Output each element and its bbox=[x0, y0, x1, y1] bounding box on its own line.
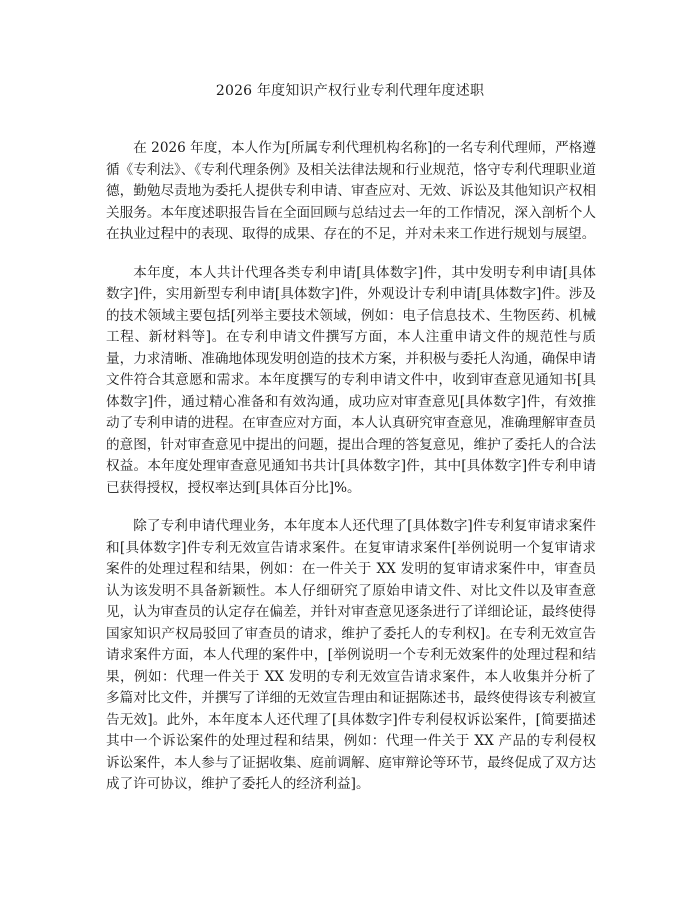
paragraph-other-cases: 除了专利申请代理业务，本年度本人还代理了[具体数字]件专利复审请求案件和[具体数字]件专利无效宣告请求案件。在复审请求案件[举例说明一个复审请求案件的处理过程和结果，例如：在一件关于 XX 发明的复审请求案件中，审查员认为该发明不具备新颖性。本人仔细研究了原始申请文件、对比文件以及审查意见，认为审查员的认定存在偏差，并针对审查意见逐条进行了详细论证，最终使得国家知识产权局驳回了审查员的请求，维护了委托人的专利权]。在专利无效宣告请求案件方面，本人代理的案件中，[举例说明一个专利无效案件的处理过程和结果，例如：代理一件关于 XX 发明的专利无效宣告请求案件，本人收集并分析了多篇对比文件，并撰写了详细的无效宣告理由和证据陈述书，最终使得该专利被宣告无效]。此外，本年度本人还代理了[具体数字]件专利侵权诉讼案件，[简要描述其中一个诉讼案件的处理过程和结果，例如：代理一件关于 XX 产品的专利侵权诉讼案件，本人参与了证据收集、庭前调解、庭审辩论等环节，最终促成了双方达成了许可协议，维护了委托人的经济利益]。 bbox=[106, 518, 596, 792]
document-body bbox=[106, 138, 596, 813]
paragraph-intro: 在 2026 年度，本人作为[所属专利代理机构名称]的一名专利代理师，严格遵循《专利法》、《专利代理条例》及相关法律法规和行业规范，恪守专利代理职业道德，勤勉尽责地为委托人提供专利申请、审查应对、无效、诉讼及其他知识产权相关服务。本年度述职报告旨在全面回顾与总结过去一年的工作情况，深入剖析个人在执业过程中的表现、取得的成果、存在的不足，并对未来工作进行规划与展望。 bbox=[106, 140, 596, 242]
paragraph-patent-applications: 本年度，本人共计代理各类专利申请[具体数字]件，其中发明专利申请[具体数字]件，实用新型专利申请[具体数字]件，外观设计专利申请[具体数字]件。涉及的技术领域主要包括[列举主要技术领域，例如：电子信息技术、生物医药、机械工程、新材料等]。在专利申请文件撰写方面，本人注重申请文件的规范性与质量，力求清晰、准确地体现发明创造的技术方案，并积极与委托人沟通，确保申请文件符合其意愿和需求。本年度撰写的专利申请文件中，收到审查意见通知书[具体数字]件，通过精心准备和有效沟通，成功应对审查意见[具体数字]件，有效推动了专利申请的进程。在审查应对方面，本人认真研究审查意见，准确理解审查员的意图，针对审查意见中提出的问题，提出合理的答复意见，维护了委托人的合法权益。本年度处理审查意见通知书共计[具体数字]件，其中[具体数字]件专利申请已获得授权，授权率达到[具体百分比]%。 bbox=[106, 264, 596, 496]
document-title: 2026 年度知识产权行业专利代理年度述职 bbox=[215, 83, 485, 99]
